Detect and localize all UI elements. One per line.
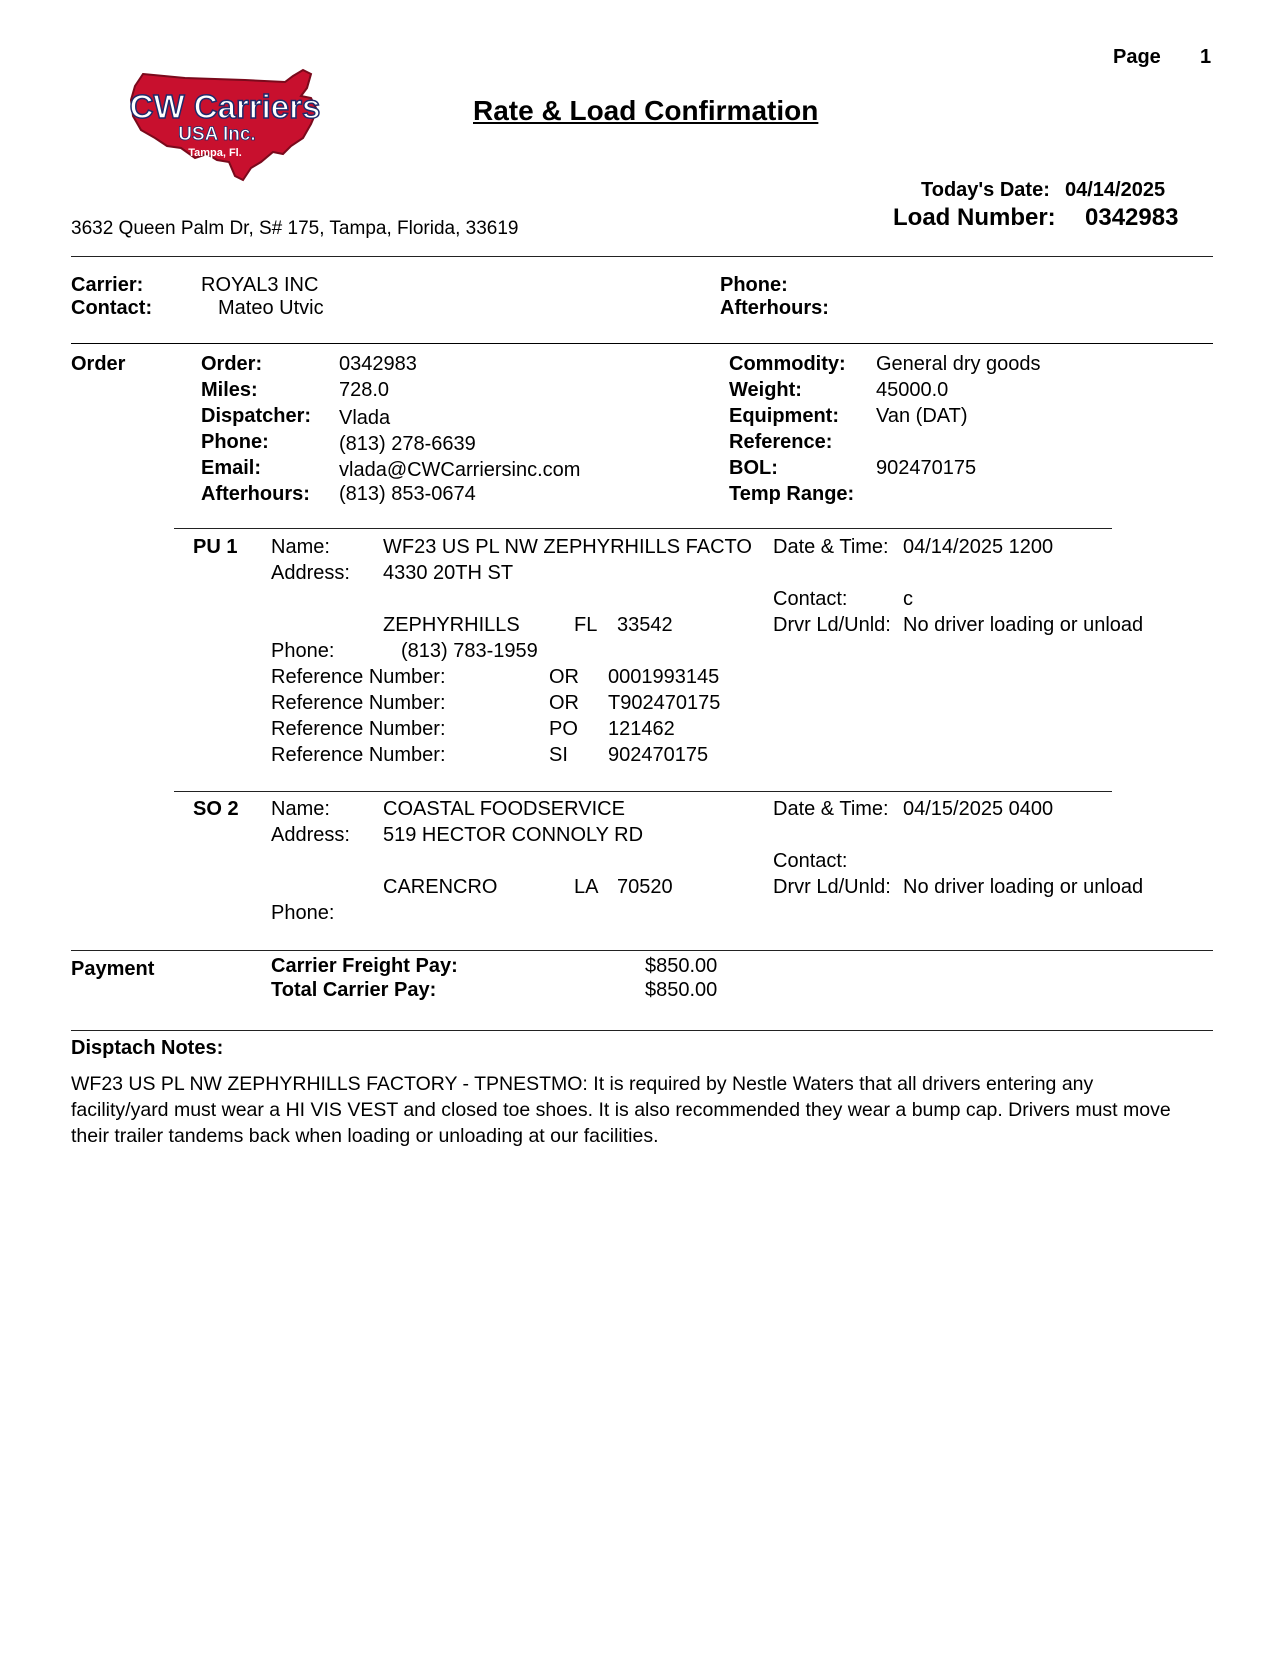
load-number-label: Load Number: [893, 204, 1056, 231]
reference-number-label: Reference Number: [271, 718, 446, 740]
logo-city-text: Tampa, Fl. [188, 147, 242, 159]
stop-datetime-label: Date & Time: [773, 798, 889, 820]
notes-divider [71, 1030, 1213, 1031]
email-value[interactable]: vlada@CWCarriersinc.com [339, 459, 581, 481]
reference-number-type: OR [549, 692, 579, 714]
stop-address-value: 519 HECTOR CONNOLY RD [383, 824, 644, 846]
company-logo [125, 66, 325, 192]
stop-name-label: Name: [271, 798, 330, 820]
stop-address-value: 4330 20TH ST [383, 562, 514, 584]
freight-pay-label: Carrier Freight Pay: [271, 955, 458, 977]
logo-sub-text: USA Inc. [178, 124, 256, 145]
weight-value: 45000.0 [876, 379, 949, 401]
stop-name-value: COASTAL FOODSERVICE [383, 798, 625, 820]
stop-code: PU 1 [193, 536, 238, 558]
reference-number-label: Reference Number: [271, 744, 446, 766]
dispatcher-value: Vlada [339, 407, 391, 429]
reference-number-type: SI [549, 744, 568, 766]
us-map-logo-icon [125, 66, 325, 192]
miles-value: 728.0 [339, 379, 390, 401]
stop-drvr-label: Drvr Ld/Unld: [773, 876, 891, 898]
stop-drvr-value: No driver loading or unload [903, 614, 1144, 636]
weight-label: Weight: [729, 379, 802, 401]
carrier-divider [71, 343, 1213, 344]
contact-label: Contact: [71, 297, 153, 319]
reference-number-value: 121462 [608, 718, 675, 740]
stop-phone-value: (813) 783-1959 [401, 640, 538, 662]
reference-number-label: Reference Number: [271, 666, 446, 688]
stop-phone-label: Phone: [271, 640, 335, 662]
commodity-value: General dry goods [876, 353, 1041, 375]
reference-number-type: PO [549, 718, 578, 740]
dispatch-notes-label: Disptach Notes: [71, 1037, 224, 1059]
dispatcher-label: Dispatcher: [201, 405, 312, 427]
equipment-value: Van (DAT) [876, 405, 968, 427]
carrier-value: ROYAL3 INC [201, 274, 319, 296]
stop-datetime-label: Date & Time: [773, 536, 889, 558]
todays-date-value: 04/14/2025 [1065, 179, 1166, 201]
miles-label: Miles: [201, 379, 258, 401]
carrier-afterhours-label: Afterhours: [720, 297, 829, 319]
reference-number-label: Reference Number: [271, 692, 446, 714]
payment-section-label: Payment [71, 958, 155, 980]
temp-range-label: Temp Range: [729, 483, 855, 505]
dispatcher-phone-value: (813) 278-6639 [339, 433, 476, 455]
order-stop-divider [174, 528, 1112, 529]
afterhours-value: (813) 853-0674 [339, 483, 476, 505]
stop-address-label: Address: [271, 824, 350, 846]
stop-city: ZEPHYRHILLS [383, 614, 520, 636]
page-number: 1 [1200, 46, 1212, 68]
todays-date-label: Today's Date: [921, 179, 1050, 201]
commodity-label: Commodity: [729, 353, 846, 375]
header-divider [71, 256, 1213, 257]
reference-label: Reference: [729, 431, 833, 453]
stop-state: LA [574, 876, 599, 898]
reference-number-value: T902470175 [608, 692, 721, 714]
email-label: Email: [201, 457, 262, 479]
carrier-phone-label: Phone: [720, 274, 788, 296]
page-label: Page [1113, 46, 1161, 68]
stop-drvr-value: No driver loading or unload [903, 876, 1144, 898]
stop-drvr-label: Drvr Ld/Unld: [773, 614, 891, 636]
stop-zip: 70520 [617, 876, 673, 898]
total-pay-value: $850.00 [645, 979, 718, 1001]
stop-phone-label: Phone: [271, 902, 335, 924]
order-label: Order: [201, 353, 263, 375]
stop-code: SO 2 [193, 798, 239, 820]
dispatcher-phone-label: Phone: [201, 431, 269, 453]
dispatch-notes-text: WF23 US PL NW ZEPHYRHILLS FACTORY - TPNESTMO: It is required by Nestle Waters that all drivers entering any facility/yard must wear a HI VIS VEST and closed toe shoes. It is also recommended they wear a bump cap. Drivers must move their trailer tandems back when loading or unloading at our facilities. [71, 1073, 1171, 1147]
contact-value: Mateo Utvic [218, 297, 324, 319]
stop-name-value: WF23 US PL NW ZEPHYRHILLS FACTO [383, 536, 752, 558]
company-address: 3632 Queen Palm Dr, S# 175, Tampa, Florida, 33619 [71, 218, 519, 239]
afterhours-label: Afterhours: [201, 483, 310, 505]
stop-contact-label: Contact: [773, 850, 848, 872]
logo-main-text: CW Carriers [129, 88, 321, 125]
stop-zip: 33542 [617, 614, 673, 636]
stop-contact-value: c [903, 588, 913, 610]
reference-number-value: 902470175 [608, 744, 709, 766]
stop-divider [174, 791, 1112, 792]
order-section-label: Order [71, 353, 126, 375]
stop-city: CARENCRO [383, 876, 498, 898]
reference-number-type: OR [549, 666, 579, 688]
total-pay-label: Total Carrier Pay: [271, 979, 437, 1001]
stop-datetime-value: 04/15/2025 0400 [903, 798, 1054, 820]
stop-name-label: Name: [271, 536, 330, 558]
stop-datetime-value: 04/14/2025 1200 [903, 536, 1054, 558]
bol-label: BOL: [729, 457, 778, 479]
load-number-value: 0342983 [1085, 204, 1179, 231]
carrier-label: Carrier: [71, 274, 144, 296]
reference-number-value: 0001993145 [608, 666, 720, 688]
stop-contact-label: Contact: [773, 588, 848, 610]
stop-state: FL [574, 614, 598, 636]
bol-value: 902470175 [876, 457, 977, 479]
stop-address-label: Address: [271, 562, 350, 584]
document-title: Rate & Load Confirmation [473, 95, 819, 126]
order-value: 0342983 [339, 353, 417, 375]
freight-pay-value: $850.00 [645, 955, 718, 977]
equipment-label: Equipment: [729, 405, 839, 427]
payment-divider [71, 950, 1213, 951]
